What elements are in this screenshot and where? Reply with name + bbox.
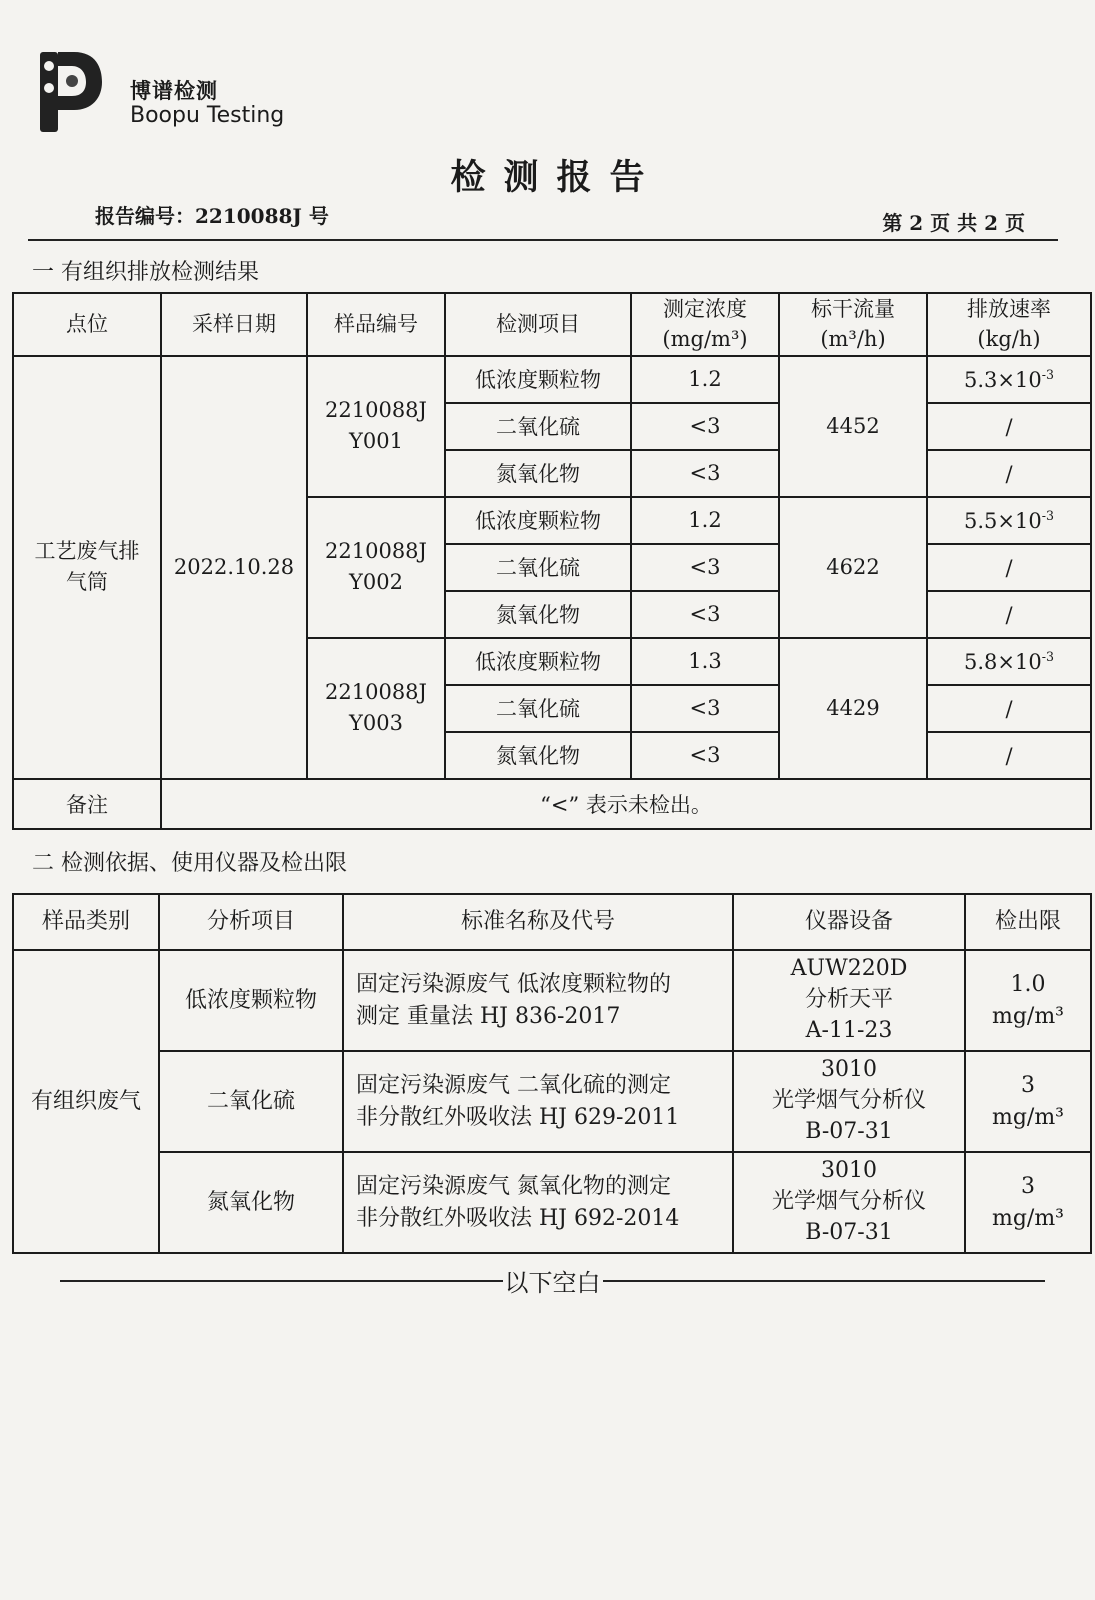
- detection-limit-unit: mg/m³: [991, 1205, 1065, 1231]
- note-label: 备注: [13, 779, 161, 829]
- page-number: 第 2 页 共 2 页: [882, 211, 1025, 235]
- emission-rate: [927, 403, 1091, 450]
- emission-rate: [927, 638, 1091, 685]
- col-header-analysis-item: 分析项目: [159, 894, 343, 950]
- report-number: 报告编号：2210088J 号: [95, 204, 329, 228]
- emission-rate-value: /: [1005, 696, 1013, 721]
- detection-limit: [965, 1152, 1091, 1253]
- method-table: [12, 893, 1092, 1254]
- concentration: <3: [631, 544, 779, 591]
- standard-line1: 固定污染源废气 二氧化硫的测定: [356, 1072, 671, 1098]
- detection-limit: [965, 1051, 1091, 1152]
- instrument-id: B-07-31: [805, 1118, 893, 1144]
- col-header-rate: [927, 293, 1091, 356]
- concentration: 1.3: [631, 638, 779, 685]
- flow-unit: (m³/h): [820, 327, 886, 352]
- concentration: <3: [631, 732, 779, 779]
- emission-rate-exponent: -3: [1041, 648, 1054, 664]
- table-row: [13, 950, 1091, 1051]
- test-item: 氮氧化物: [445, 450, 631, 497]
- dash-line-left: [60, 1280, 503, 1282]
- col-header-limit: 检出限: [965, 894, 1091, 950]
- emission-rate-value: 5.3×10: [964, 367, 1042, 392]
- instrument: [733, 1152, 965, 1253]
- table-row: [13, 356, 1091, 403]
- sampling-point-text: 工艺废气排气筒: [34, 538, 140, 595]
- brand-name-cn: 博谱检测: [130, 79, 218, 103]
- section2-heading: 二 检测依据、使用仪器及检出限: [32, 851, 347, 876]
- page-title: 检测报告: [450, 157, 663, 198]
- standard-line2: 非分散红外吸收法 HJ 629-2011: [356, 1104, 680, 1130]
- emission-rate-value: /: [1005, 461, 1013, 486]
- standard-name: [343, 1051, 733, 1152]
- section1-heading: 一 有组织排放检测结果: [32, 260, 259, 285]
- emission-rate-exponent: -3: [1041, 366, 1054, 382]
- concentration: <3: [631, 403, 779, 450]
- col-header-concentration: [631, 293, 779, 356]
- emission-rate-exponent: -3: [1041, 507, 1054, 523]
- col-header-flow: [779, 293, 927, 356]
- sampling-point: [13, 356, 161, 779]
- instrument-model: AUW220D: [790, 956, 908, 982]
- end-of-report-marker: [60, 1263, 1045, 1298]
- rate-label: 排放速率: [967, 297, 1051, 321]
- instrument-model: 3010: [821, 1158, 877, 1184]
- emission-rate-value: /: [1005, 555, 1013, 580]
- emission-rate: [927, 356, 1091, 403]
- instrument-name: 光学烟气分析仪: [771, 1088, 926, 1114]
- sample-number-line2: Y001: [349, 429, 403, 454]
- table-row: [13, 1152, 1091, 1253]
- sample-number: [307, 638, 445, 779]
- flow-rate: 4622: [779, 497, 927, 638]
- test-item: 二氧化硫: [445, 544, 631, 591]
- sample-number: [307, 497, 445, 638]
- col-header-sample-no: 样品编号: [307, 293, 445, 356]
- test-item: 氮氧化物: [445, 591, 631, 638]
- col-header-instrument: 仪器设备: [733, 894, 965, 950]
- dash-line-right: [603, 1280, 1046, 1282]
- col-header-date: 采样日期: [161, 293, 307, 356]
- test-item: 低浓度颗粒物: [445, 638, 631, 685]
- sample-number-line1: 2210088J: [325, 679, 427, 704]
- table-header-row: [13, 894, 1091, 950]
- sample-number: [307, 356, 445, 497]
- rate-unit: (kg/h): [977, 327, 1041, 352]
- sample-number-line2: Y003: [349, 711, 403, 736]
- detection-limit-value: 1.0: [1010, 971, 1046, 997]
- boopu-logo-icon: [38, 48, 104, 136]
- sample-category: 有组织废气: [13, 950, 159, 1253]
- table-header-row: [13, 293, 1091, 356]
- flow-label: 标干流量: [811, 297, 895, 321]
- concentration: 1.2: [631, 497, 779, 544]
- emission-rate: [927, 591, 1091, 638]
- standard-line1: 固定污染源废气 氮氧化物的测定: [356, 1173, 671, 1199]
- test-item: 氮氧化物: [445, 732, 631, 779]
- emission-rate: [927, 497, 1091, 544]
- concentration: <3: [631, 685, 779, 732]
- instrument-name: 分析天平: [804, 987, 893, 1013]
- emission-results-table: [12, 292, 1092, 830]
- test-item: 二氧化硫: [445, 403, 631, 450]
- standard-line1: 固定污染源废气 低浓度颗粒物的: [356, 971, 671, 997]
- emission-rate-value: /: [1005, 414, 1013, 439]
- instrument-id: B-07-31: [805, 1219, 893, 1245]
- standard-line2: 非分散红外吸收法 HJ 692-2014: [356, 1205, 680, 1231]
- emission-rate: [927, 732, 1091, 779]
- sample-number-line2: Y002: [349, 570, 403, 595]
- sample-number-line1: 2210088J: [325, 538, 427, 563]
- col-header-item: 检测项目: [445, 293, 631, 356]
- flow-rate: 4452: [779, 356, 927, 497]
- emission-rate-value: /: [1005, 602, 1013, 627]
- note-row: [13, 779, 1091, 829]
- test-item: 低浓度颗粒物: [445, 497, 631, 544]
- detection-limit-value: 3: [1021, 1173, 1035, 1199]
- analysis-item: 二氧化硫: [159, 1051, 343, 1152]
- sampling-date: [161, 356, 307, 779]
- conc-label: 测定浓度: [663, 297, 747, 321]
- instrument: [733, 950, 965, 1051]
- sample-number-line1: 2210088J: [325, 397, 427, 422]
- detection-limit-unit: mg/m³: [991, 1104, 1065, 1130]
- analysis-item: 低浓度颗粒物: [159, 950, 343, 1051]
- emission-rate-value: 5.5×10: [964, 508, 1042, 533]
- emission-rate: [927, 450, 1091, 497]
- table-row: [13, 1051, 1091, 1152]
- blank-below-text: 以下空白: [504, 1269, 601, 1297]
- detection-limit-unit: mg/m³: [991, 1003, 1065, 1029]
- concentration: <3: [631, 591, 779, 638]
- standard-name: [343, 1152, 733, 1253]
- conc-unit: (mg/m³): [662, 327, 748, 352]
- detection-limit: [965, 950, 1091, 1051]
- instrument-model: 3010: [821, 1057, 877, 1083]
- emission-rate: [927, 685, 1091, 732]
- detection-limit-value: 3: [1021, 1072, 1035, 1098]
- emission-rate-value: /: [1005, 743, 1013, 768]
- standard-name: [343, 950, 733, 1051]
- test-item: 低浓度颗粒物: [445, 356, 631, 403]
- header-divider: [28, 239, 1058, 241]
- instrument-name: 光学烟气分析仪: [771, 1189, 926, 1215]
- test-item: 二氧化硫: [445, 685, 631, 732]
- flow-rate: 4429: [779, 638, 927, 779]
- note-text: “<” 表示未检出。: [161, 779, 1091, 829]
- instrument-id: A-11-23: [805, 1017, 893, 1043]
- analysis-item: 氮氧化物: [159, 1152, 343, 1253]
- col-header-standard: 标准名称及代号: [343, 894, 733, 950]
- concentration: <3: [631, 450, 779, 497]
- sampling-date-text: 2022.10.28: [173, 555, 295, 580]
- instrument: [733, 1051, 965, 1152]
- brand-name-en: Boopu Testing: [130, 103, 285, 128]
- standard-line2: 测定 重量法 HJ 836-2017: [356, 1003, 621, 1029]
- col-header-category: 样品类别: [13, 894, 159, 950]
- emission-rate-value: 5.8×10: [964, 649, 1042, 674]
- col-header-point: 点位: [13, 293, 161, 356]
- concentration: 1.2: [631, 356, 779, 403]
- emission-rate: [927, 544, 1091, 591]
